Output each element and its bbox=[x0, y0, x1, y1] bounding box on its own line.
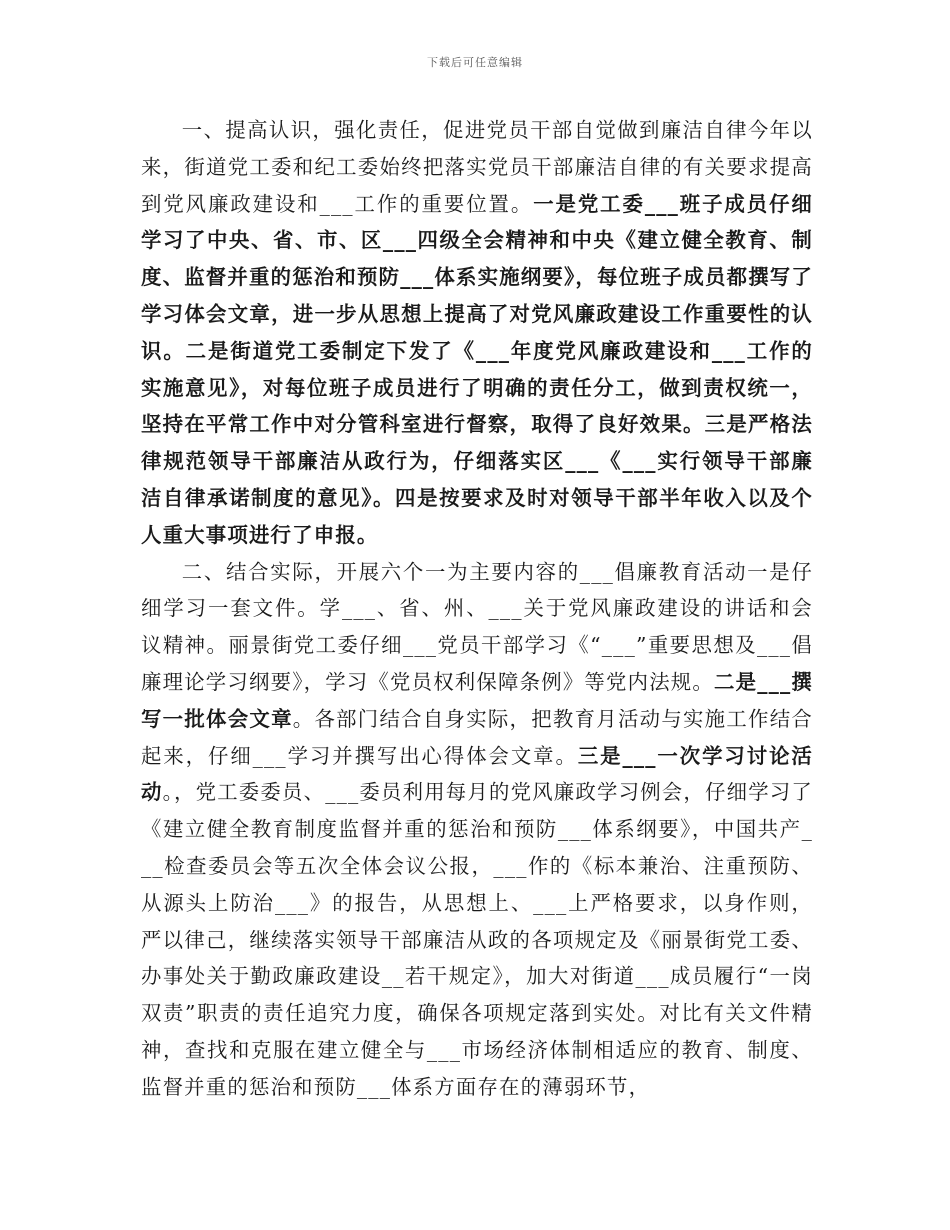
paragraph-text: 。，党工委委员、___委员利用每月的党风廉政学习例会，仔细学习了《建立健全教育制度监督并重的惩治和预防___体系纲要》，中国共产___检查委员会等五次全体会议公报，___作的《标本兼治、注重预防、从源头上防治___》的报告，从思想上、___上严格要求，以身作则，严以律己，继续落实领导干部廉洁从政的各项规定及《丽景街党工委、办事处关于勤政廉政建设__若干规定》，加大对街道___成员履行“一岗双责”职责的责任追究力度，确保各项规定落到实处。对比有关文件精神，查找和克服在建立健全与___市场经济体制相适应的教育、制度、监督并重的惩治和预防___体系方面存在的薄弱环节， bbox=[141, 780, 813, 1099]
paragraph-bold-text: 一是党工委___班子成员仔细学习了中央、省、市、区___四级全会精神和中央《建立健全教育、制度、监督并重的惩治和预防___体系实施纲要》，每位班子成员都撰写了学习体会文章，进一步从思想上提高了对党风廉政建设工作重要性的认识。二是街道党工委制定下发了《___年度党风廉政建设和___工作的实施意见》，对每位班子成员进行了明确的责任分工，做到责权统一，坚持在平常工作中对分管科室进行督察，取得了良好效果。三是严格法律规范领导干部廉洁从政行为，仔细落实区___《___实行领导干部廉洁自律承诺制度的意见》。四是按要求及时对领导干部半年收入以及个人重大事项进行了申报。 bbox=[141, 191, 813, 547]
paragraph-education-activities bbox=[141, 554, 813, 1106]
paragraph-text: 。各部门结合自身实际，把教育月活动与实施工作结合起来，仔细___学习并撰写出心得体会文章。 bbox=[141, 706, 813, 768]
paragraph-bold-text: 二是___撰写一批体会文章 bbox=[141, 669, 813, 731]
page-header: 下载后可任意编辑 bbox=[427, 56, 523, 69]
paragraph-responsibility bbox=[141, 112, 813, 554]
paragraph-text: 一、提高认识，强化责任，促进党员干部自觉做到廉洁自律今年以来，街道党工委和纪工委始终把落实党员干部廉洁自律的有关要求提高到党风廉政建设和___工作的重要位置。 bbox=[141, 118, 813, 216]
paragraph-bold-text: 三是___一次学习讨论活动 bbox=[141, 743, 813, 805]
paragraph-text: 二、结合实际，开展六个一为主要内容的___倡廉教育活动一是仔细学习一套文件。学___、省、州、___关于党风廉政建设的讲话和会议精神。丽景街党工委仔细___党员干部学习《“___”重要思想及___倡廉理论学习纲要》，学习《党员权利保障条例》等党内法规。 bbox=[141, 559, 813, 694]
document-body bbox=[141, 112, 813, 1106]
